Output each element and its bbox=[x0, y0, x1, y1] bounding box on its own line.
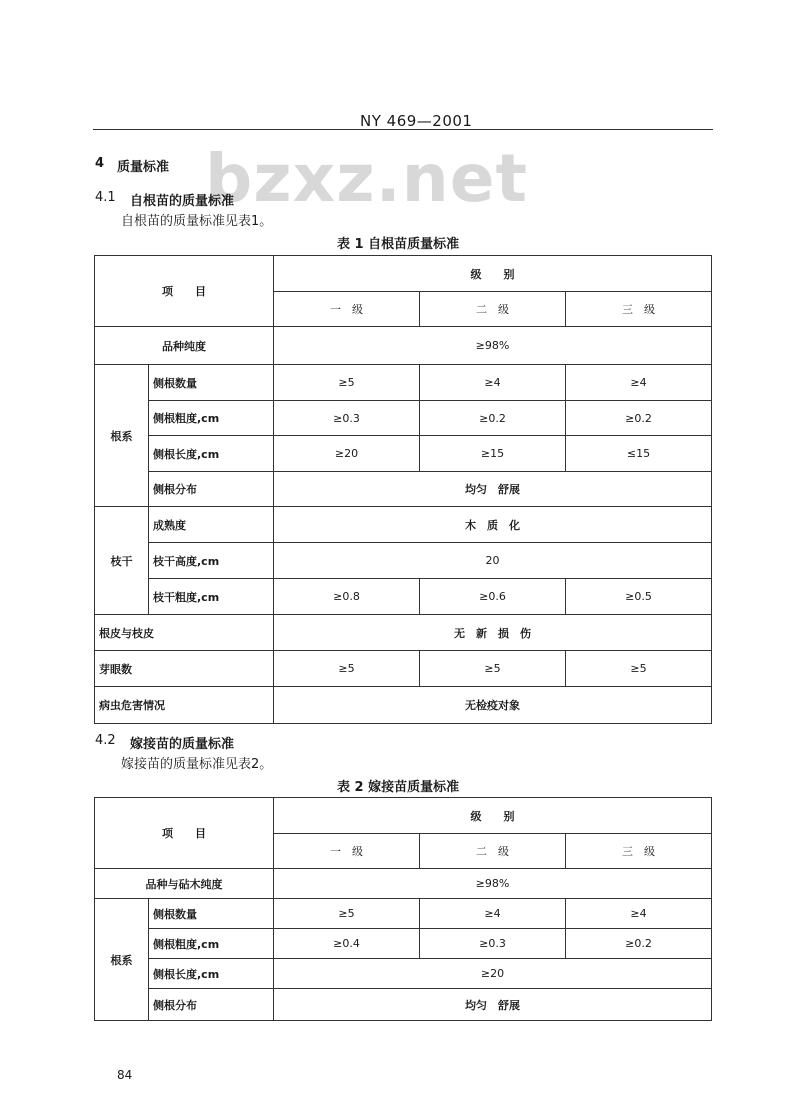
section-4-1-text: 自根苗的质量标准见表1。 bbox=[121, 214, 273, 229]
cell-value: ≥0.2 bbox=[566, 401, 712, 436]
table-2-caption: 表 2 嫁接苗质量标准 bbox=[337, 780, 460, 795]
section-4-number: 4 bbox=[95, 156, 105, 171]
row-label: 侧根分布 bbox=[149, 989, 274, 1021]
header-rule bbox=[93, 129, 713, 130]
cell-value: 20 bbox=[274, 543, 712, 579]
cell-value: ≥5 bbox=[420, 651, 566, 687]
cell-value: ≥4 bbox=[420, 899, 566, 929]
grade-2: 二 级 bbox=[420, 292, 566, 327]
row-label: 枝干粗度,cm bbox=[149, 579, 274, 615]
purity-value: ≥98% bbox=[274, 869, 712, 899]
standard-code: NY 469—2001 bbox=[360, 112, 473, 130]
row-label: 侧根长度,cm bbox=[149, 959, 274, 989]
cell-value: ≥0.6 bbox=[420, 579, 566, 615]
section-4-2-number: 4.2 bbox=[95, 733, 116, 748]
cell-value: ≥0.8 bbox=[274, 579, 420, 615]
cell-value: ≥15 bbox=[420, 436, 566, 472]
cell-value: ≥20 bbox=[274, 959, 712, 989]
section-4-1-title: 自根苗的质量标准 bbox=[130, 194, 235, 209]
grade-3: 三 级 bbox=[566, 834, 712, 869]
cell-value: ≥0.3 bbox=[420, 929, 566, 959]
row-label: 芽眼数 bbox=[95, 651, 274, 687]
item-header: 项 目 bbox=[95, 798, 274, 869]
row-label: 病虫危害情况 bbox=[95, 687, 274, 724]
table-1-caption: 表 1 自根苗质量标准 bbox=[337, 237, 460, 252]
grade-header: 级 别 bbox=[274, 798, 712, 834]
cell-value: ≥0.3 bbox=[274, 401, 420, 436]
cell-value: 木 质 化 bbox=[274, 507, 712, 543]
cell-value: ≥5 bbox=[274, 899, 420, 929]
cell-value: ≥0.4 bbox=[274, 929, 420, 959]
section-4-1-number: 4.1 bbox=[95, 190, 116, 205]
page-number: 84 bbox=[117, 1068, 133, 1082]
row-label: 侧根长度,cm bbox=[149, 436, 274, 472]
section-4-2-title: 嫁接苗的质量标准 bbox=[130, 737, 235, 752]
cell-value: ≥4 bbox=[566, 899, 712, 929]
cell-value: 均匀 舒展 bbox=[274, 989, 712, 1021]
row-label: 成熟度 bbox=[149, 507, 274, 543]
row-label: 侧根粗度,cm bbox=[149, 401, 274, 436]
cell-value: ≥20 bbox=[274, 436, 420, 472]
cell-value: ≥0.2 bbox=[420, 401, 566, 436]
cell-value: ≥5 bbox=[274, 365, 420, 401]
trunk-group-label: 枝干 bbox=[95, 507, 149, 615]
cell-value: ≥5 bbox=[274, 651, 420, 687]
root-group-label: 根系 bbox=[95, 899, 149, 1021]
row-label: 根皮与枝皮 bbox=[95, 615, 274, 651]
table-2 bbox=[94, 797, 712, 1021]
root-group-label: 根系 bbox=[95, 365, 149, 507]
purity-label: 品种与砧木纯度 bbox=[95, 869, 274, 899]
purity-label: 品种纯度 bbox=[95, 327, 274, 365]
row-label: 枝干高度,cm bbox=[149, 543, 274, 579]
grade-1: 一 级 bbox=[274, 292, 420, 327]
cell-value: 均匀 舒展 bbox=[274, 472, 712, 507]
cell-value: 无检疫对象 bbox=[274, 687, 712, 724]
cell-value: ≥4 bbox=[566, 365, 712, 401]
row-label: 侧根数量 bbox=[149, 365, 274, 401]
grade-header: 级 别 bbox=[274, 256, 712, 292]
grade-2: 二 级 bbox=[420, 834, 566, 869]
grade-3: 三 级 bbox=[566, 292, 712, 327]
cell-value: ≥0.5 bbox=[566, 579, 712, 615]
cell-value: ≥5 bbox=[566, 651, 712, 687]
cell-value: ≥4 bbox=[420, 365, 566, 401]
cell-value: 无 新 损 伤 bbox=[274, 615, 712, 651]
watermark: bzxz.net bbox=[205, 140, 529, 217]
grade-1: 一 级 bbox=[274, 834, 420, 869]
row-label: 侧根数量 bbox=[149, 899, 274, 929]
row-label: 侧根粗度,cm bbox=[149, 929, 274, 959]
table-1 bbox=[94, 255, 712, 724]
section-4-2-text: 嫁接苗的质量标准见表2。 bbox=[121, 757, 273, 772]
item-header: 项 目 bbox=[95, 256, 274, 327]
cell-value: ≥0.2 bbox=[566, 929, 712, 959]
purity-value: ≥98% bbox=[274, 327, 712, 365]
section-4-title: 质量标准 bbox=[117, 160, 170, 175]
cell-value: ≤15 bbox=[566, 436, 712, 472]
row-label: 侧根分布 bbox=[149, 472, 274, 507]
